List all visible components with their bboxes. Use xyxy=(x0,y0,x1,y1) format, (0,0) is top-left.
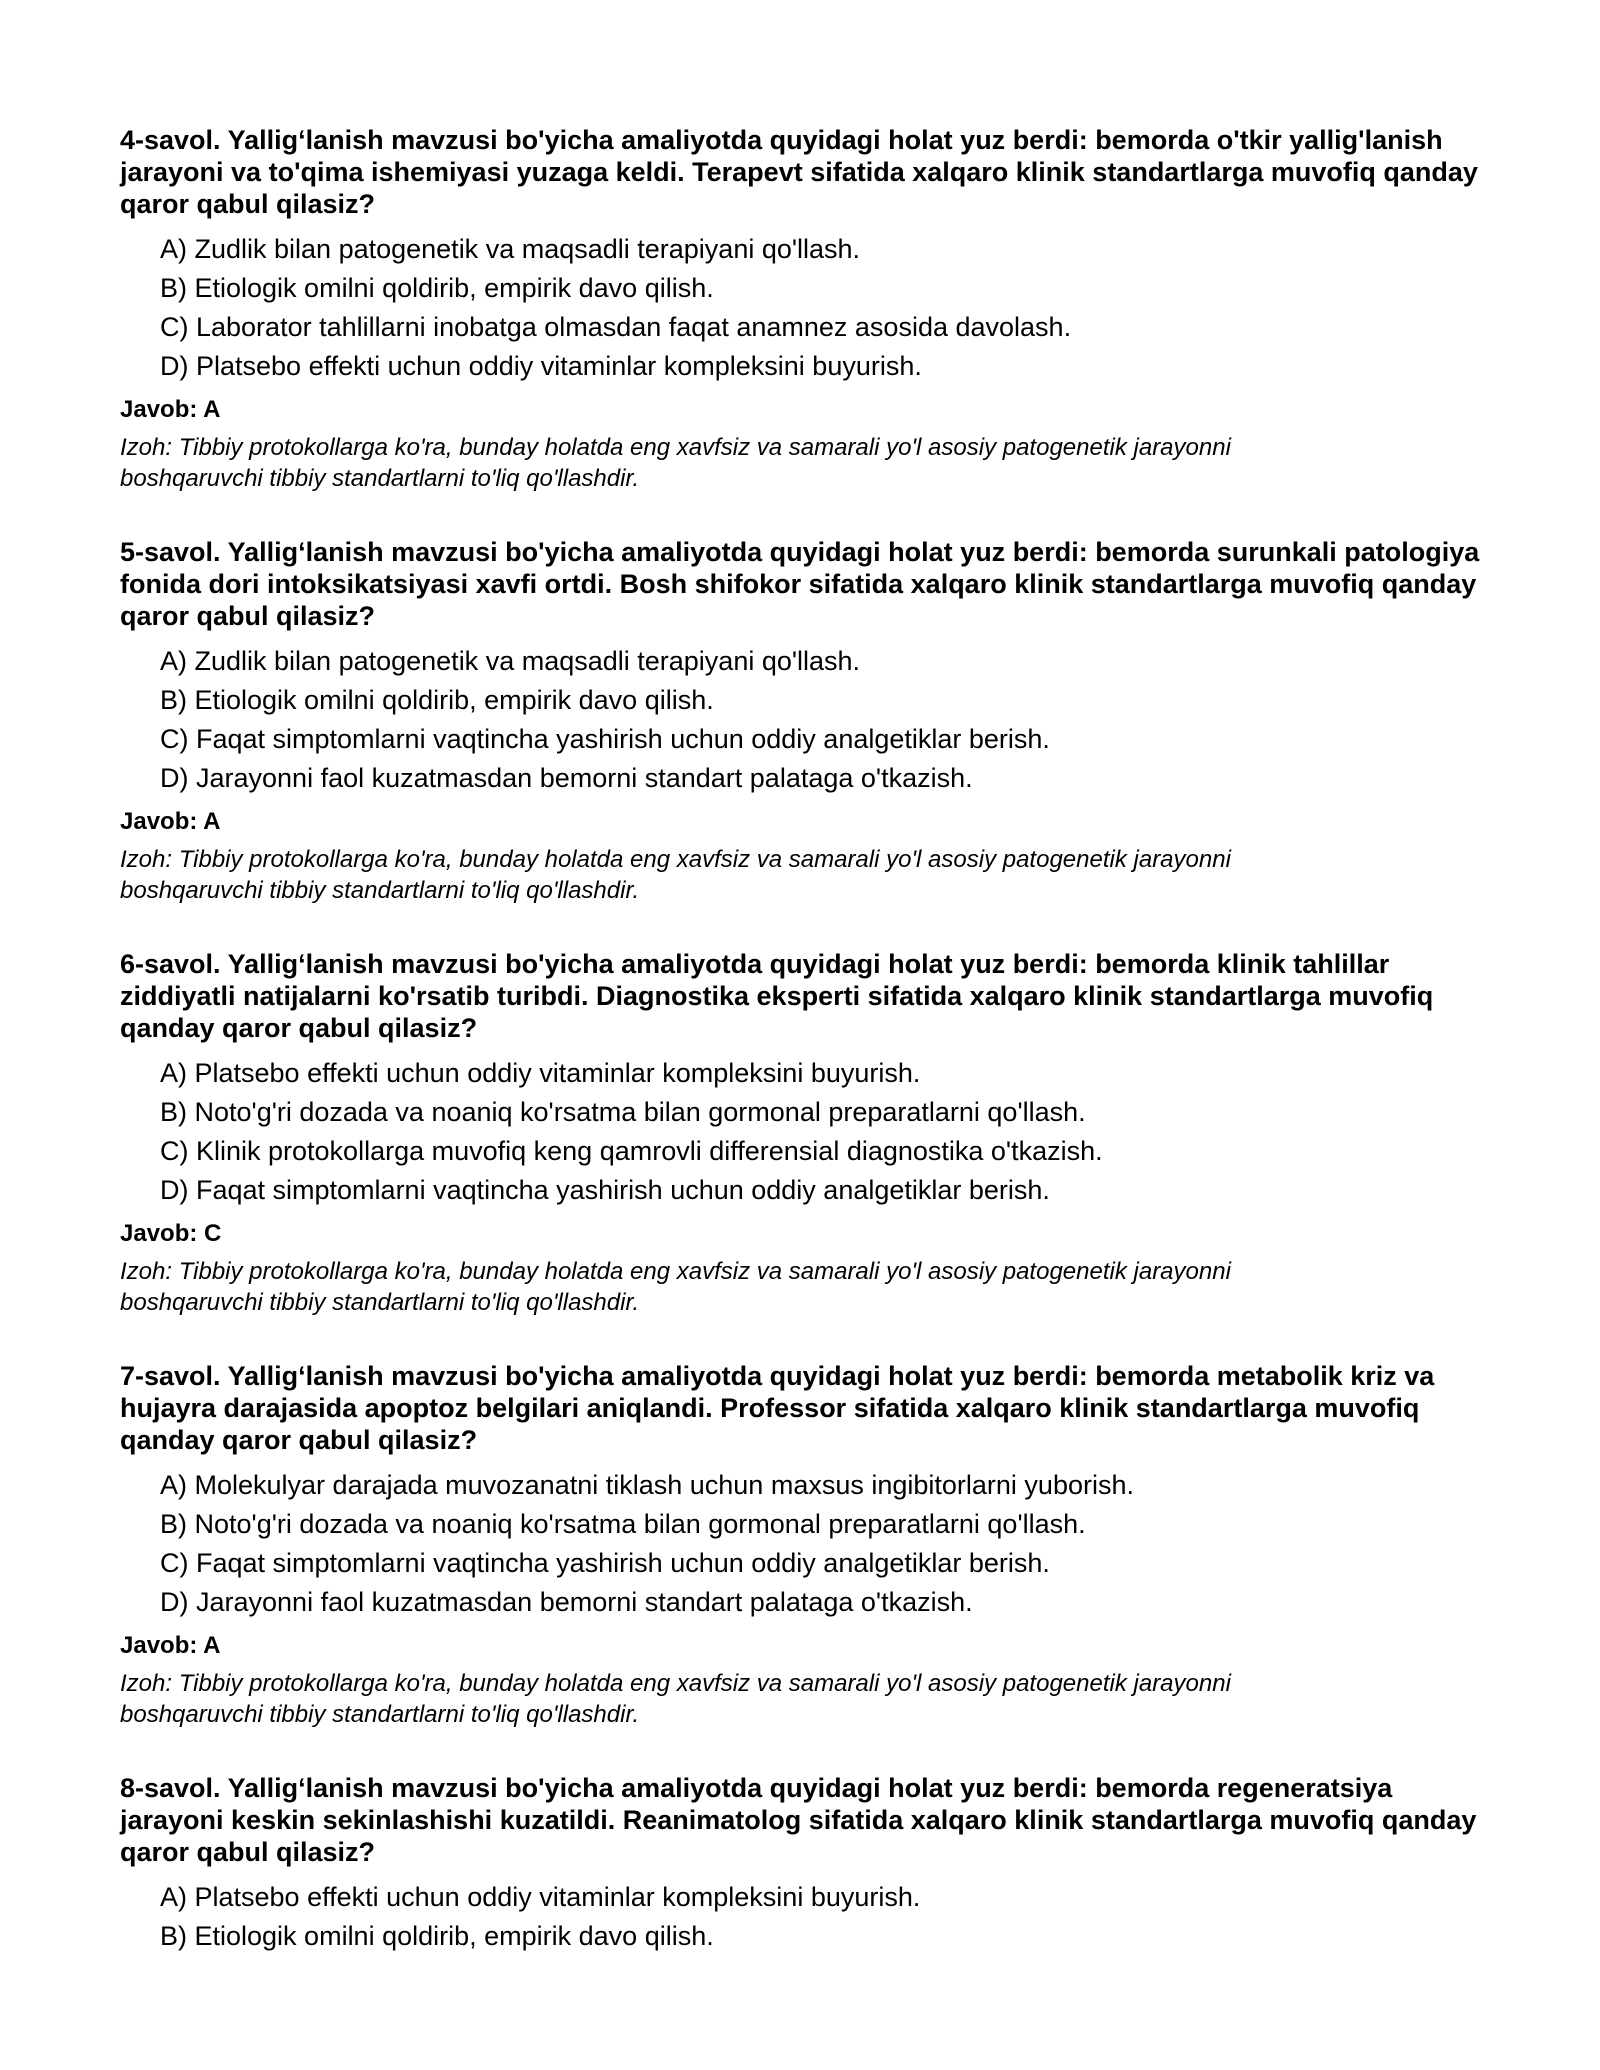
option-b: B) Noto'g'ri dozada va noaniq ko'rsatma bilan gormonal preparatlarni qo'llash. xyxy=(160,1097,1086,1127)
question-title: 5-savol. Yallig‘lanish mavzusi bo'yicha amaliyotda quyidagi holat yuz berdi: bemorda surunkali patologiya fonida dori intoksikatsiyasi xavfi ortdi. Bosh shifokor sifatida xalqaro klinik standartlarga muvofiq qanday qaror qabul qilasiz? xyxy=(120,537,1480,631)
option-d: D) Platsebo effekti uchun oddiy vitaminlar kompleksini buyurish. xyxy=(160,351,922,381)
explanation-note: Izoh: Tibbiy protokollarga ko'ra, bunday holatda eng xavfsiz va samarali yo'l asosiy patogenetik jarayonni boshqaruvchi tibbiy standartlarni to'liq qo'llashdir. xyxy=(120,1670,1231,1728)
question-block-5 xyxy=(120,536,1500,906)
explanation-note: Izoh: Tibbiy protokollarga ko'ra, bunday holatda eng xavfsiz va samarali yo'l asosiy patogenetik jarayonni boshqaruvchi tibbiy standartlarni to'liq qo'llashdir. xyxy=(120,434,1231,492)
option-d: D) Jarayonni faol kuzatmasdan bemorni standart palataga o'tkazish. xyxy=(160,1587,973,1617)
option-a: A) Platsebo effekti uchun oddiy vitaminlar kompleksini buyurish. xyxy=(160,1882,921,1912)
answer-label: Javob: C xyxy=(120,1220,222,1247)
option-a: A) Platsebo effekti uchun oddiy vitaminlar kompleksini buyurish. xyxy=(160,1058,921,1088)
answer-label: Javob: A xyxy=(120,808,221,835)
option-c: C) Klinik protokollarga muvofiq keng qamrovli differensial diagnostika o'tkazish. xyxy=(160,1136,1103,1166)
question-block-7 xyxy=(120,1360,1500,1730)
option-b: B) Noto'g'ri dozada va noaniq ko'rsatma bilan gormonal preparatlarni qo'llash. xyxy=(160,1509,1086,1539)
answer-label: Javob: A xyxy=(120,1632,221,1659)
answer-label: Javob: A xyxy=(120,396,221,423)
option-b: B) Etiologik omilni qoldirib, empirik davo qilish. xyxy=(160,273,714,303)
options-list xyxy=(120,1466,1500,1622)
option-a: A) Zudlik bilan patogenetik va maqsadli terapiyani qo'llash. xyxy=(160,234,861,264)
question-title: 8-savol. Yallig‘lanish mavzusi bo'yicha amaliyotda quyidagi holat yuz berdi: bemorda regeneratsiya jarayoni keskin sekinlashishi kuzatildi. Reanimatolog sifatida xalqaro klinik standartlarga muvofiq qanday qaror qabul qilasiz? xyxy=(120,1773,1477,1867)
option-b: B) Etiologik omilni qoldirib, empirik davo qilish. xyxy=(160,1921,714,1951)
question-title: 6-savol. Yallig‘lanish mavzusi bo'yicha amaliyotda quyidagi holat yuz berdi: bemorda klinik tahlillar ziddiyatli natijalarni ko'rsatib turibdi. Diagnostika eksperti sifatida xalqaro klinik standartlarga muvofiq qanday qaror qabul qilasiz? xyxy=(120,949,1434,1043)
option-b: B) Etiologik omilni qoldirib, empirik davo qilish. xyxy=(160,685,714,715)
option-d: D) Faqat simptomlarni vaqtincha yashirish uchun oddiy analgetiklar berish. xyxy=(160,1175,1050,1205)
question-block-4 xyxy=(120,124,1500,494)
options-list xyxy=(120,1878,1500,1956)
explanation-note: Izoh: Tibbiy protokollarga ko'ra, bunday holatda eng xavfsiz va samarali yo'l asosiy patogenetik jarayonni boshqaruvchi tibbiy standartlarni to'liq qo'llashdir. xyxy=(120,1258,1231,1316)
document-page xyxy=(120,124,1500,1998)
question-block-6 xyxy=(120,948,1500,1318)
question-title: 4-savol. Yallig‘lanish mavzusi bo'yicha amaliyotda quyidagi holat yuz berdi: bemorda o'tkir yallig'lanish jarayoni va to'qima ishemiyasi yuzaga keldi. Terapevt sifatida xalqaro klinik standartlarga muvofiq qanday qaror qabul qilasiz? xyxy=(120,125,1478,219)
option-d: D) Jarayonni faol kuzatmasdan bemorni standart palataga o'tkazish. xyxy=(160,763,973,793)
option-a: A) Zudlik bilan patogenetik va maqsadli terapiyani qo'llash. xyxy=(160,646,861,676)
option-c: C) Faqat simptomlarni vaqtincha yashirish uchun oddiy analgetiklar berish. xyxy=(160,1548,1050,1578)
options-list xyxy=(120,642,1500,798)
option-c: C) Laborator tahlillarni inobatga olmasdan faqat anamnez asosida davolash. xyxy=(160,312,1072,342)
question-block-8 xyxy=(120,1772,1500,1956)
question-title: 7-savol. Yallig‘lanish mavzusi bo'yicha amaliyotda quyidagi holat yuz berdi: bemorda metabolik kriz va hujayra darajasida apoptoz belgilari aniqlandi. Professor sifatida xalqaro klinik standartlarga muvofiq qanday qaror qabul qilasiz? xyxy=(120,1361,1435,1455)
explanation-note: Izoh: Tibbiy protokollarga ko'ra, bunday holatda eng xavfsiz va samarali yo'l asosiy patogenetik jarayonni boshqaruvchi tibbiy standartlarni to'liq qo'llashdir. xyxy=(120,846,1231,904)
option-a: A) Molekulyar darajada muvozanatni tiklash uchun maxsus ingibitorlarni yuborish. xyxy=(160,1470,1134,1500)
options-list xyxy=(120,1054,1500,1210)
options-list xyxy=(120,230,1500,386)
option-c: C) Faqat simptomlarni vaqtincha yashirish uchun oddiy analgetiklar berish. xyxy=(160,724,1050,754)
